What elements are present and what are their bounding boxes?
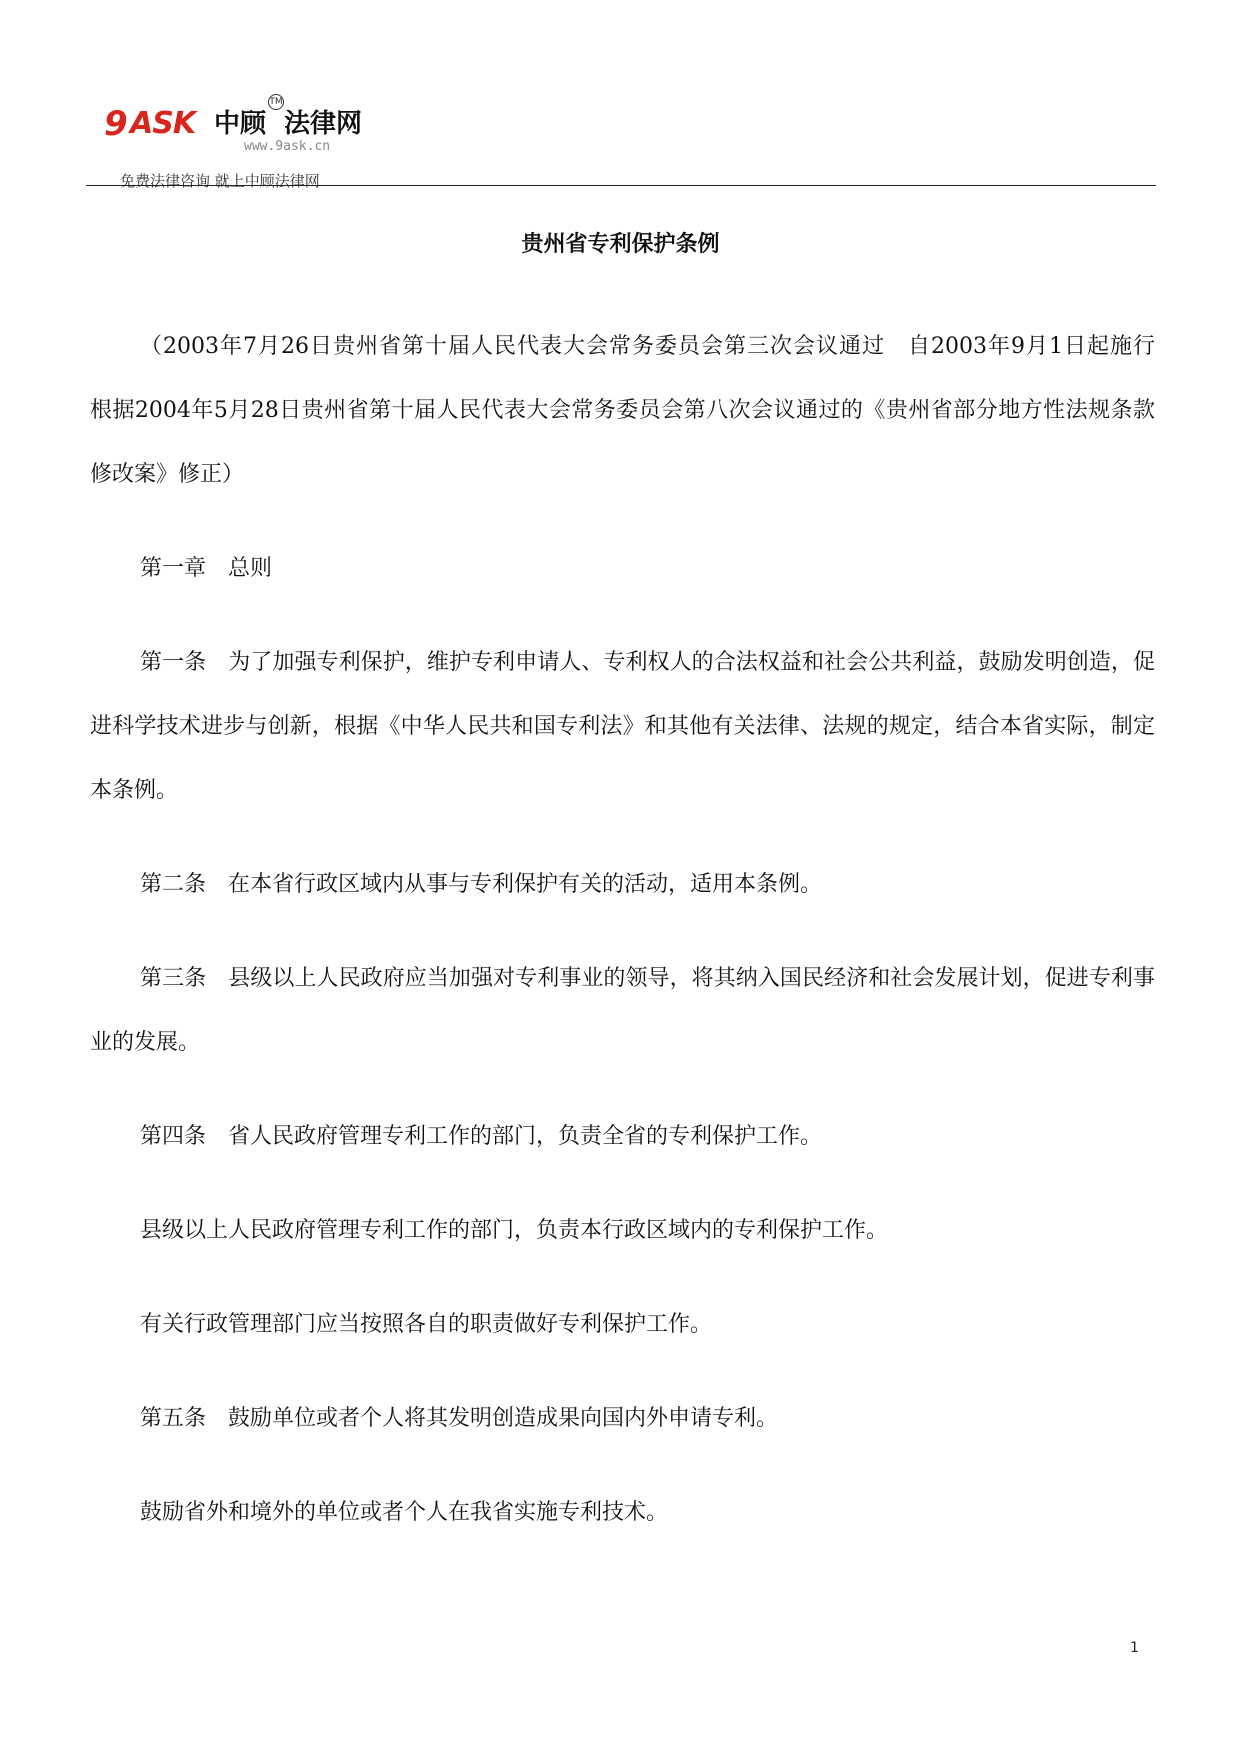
trademark-icon: TM bbox=[268, 94, 284, 110]
paragraph-article-4: 第四条 省人民政府管理专利工作的部门，负责全省的专利保护工作。 bbox=[140, 1124, 823, 1149]
document-body bbox=[90, 315, 1178, 1575]
page-number: 1 bbox=[1130, 1640, 1139, 1656]
logo-ask: ASK bbox=[130, 106, 196, 141]
paragraph-article-5: 第五条 鼓励单位或者个人将其发明创造成果向国内外申请专利。 bbox=[140, 1406, 779, 1431]
header-divider bbox=[86, 185, 1156, 186]
logo-zhonggu: 中顾 bbox=[214, 109, 267, 139]
paragraph-article-5-clause-2: 鼓励省外和境外的单位或者个人在我省实施专利技术。 bbox=[140, 1500, 669, 1525]
logo-slogan: 免费法律咨询 就上中顾法律网 bbox=[120, 172, 320, 190]
site-logo bbox=[104, 97, 424, 190]
paragraph-article-3: 第三条 县级以上人民政府应当加强对专利事业的领导，将其纳入国民经济和社会发展计划，促进专利事业的发展。 bbox=[90, 966, 1155, 1055]
logo-falvwang: 法律网 bbox=[284, 109, 363, 139]
paragraph-article-1: 第一条 为了加强专利保护，维护专利申请人、专利权人的合法权益和社会公共利益，鼓励发明创造，促进科学技术进步与创新，根据《中华人民共和国专利法》和其他有关法律、法规的规定，结合本省实际，制定本条例。 bbox=[90, 650, 1155, 803]
paragraph-article-4-clause-2: 县级以上人民政府管理专利工作的部门，负责本行政区域内的专利保护工作。 bbox=[140, 1218, 889, 1243]
paragraph-article-2: 第二条 在本省行政区域内从事与专利保护有关的活动，适用本条例。 bbox=[140, 872, 823, 897]
logo-9: 9 bbox=[104, 104, 127, 144]
logo-url: www.9ask.cn bbox=[244, 139, 331, 154]
paragraph-preamble: （2003年7月26日贵州省第十届人民代表大会常务委员会第三次会议通过 自2003年9月1日起施行 根据2004年5月28日贵州省第十届人民代表大会常务委员会第八次会议通过的《贵州省部分地方性法规条款修改案》修正） bbox=[90, 334, 1178, 487]
paragraph-article-4-clause-3: 有关行政管理部门应当按照各自的职责做好专利保护工作。 bbox=[140, 1312, 713, 1337]
document-title: 贵州省专利保护条例 bbox=[521, 232, 720, 257]
page-header bbox=[90, 86, 1160, 190]
paragraph-chapter-1: 第一章 总则 bbox=[140, 556, 273, 581]
